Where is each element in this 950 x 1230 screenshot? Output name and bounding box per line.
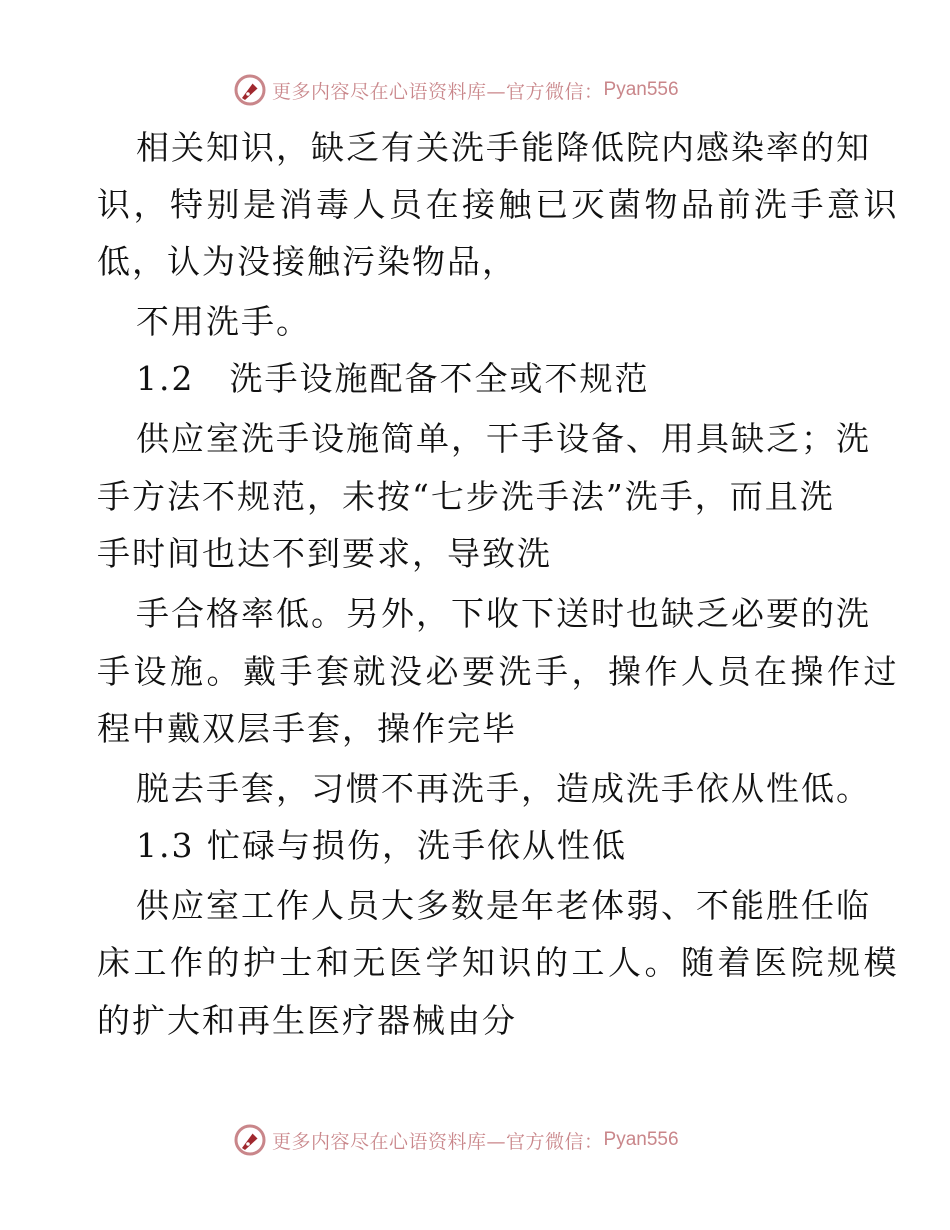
watermark-wechat-id: Pyan556 (603, 1129, 679, 1150)
text-line: 手合格率低。另外，下收下送时也缺乏必要的洗 (136, 594, 871, 633)
text-line: 识，特别是消毒人员在接触已灭菌物品前洗手意识 (97, 185, 900, 224)
header-watermark (233, 72, 679, 108)
text-line: 手设施。戴手套就没必要洗手，操作人员在操作过 (97, 652, 900, 691)
section-heading: 1.3 忙碌与损伤，洗手依从性低 (136, 826, 627, 865)
pen-nib-logo-icon (233, 1123, 267, 1157)
text-line: 供应室洗手设施简单，干手设备、用具缺乏；洗 (136, 419, 871, 458)
text-line: 床工作的护士和无医学知识的工人。随着医院规模 (97, 943, 900, 982)
pen-nib-logo-icon (233, 73, 267, 107)
text-line: 相关知识，缺乏有关洗手能降低院内感染率的知 (136, 128, 871, 167)
watermark-text: 更多内容尽在心语资料库—官方微信： (272, 80, 604, 103)
text-line: 供应室工作人员大多数是年老体弱、不能胜任临 (136, 886, 871, 925)
text-line: 低，认为没接触污染物品， (97, 242, 517, 281)
text-line: 的扩大和再生医疗器械由分 (97, 1001, 517, 1040)
section-heading: 1.2 洗手设施配备不全或不规范 (136, 359, 650, 398)
text-line: 不用洗手。 (136, 302, 311, 341)
footer-watermark (233, 1122, 679, 1158)
text-line: 手方法不规范，未按“七步洗手法”洗手，而且洗 (97, 477, 835, 516)
watermark-wechat-id: Pyan556 (603, 79, 679, 100)
text-line: 程中戴双层手套，操作完毕 (97, 709, 517, 748)
text-line: 脱去手套，习惯不再洗手，造成洗手依从性低。 (136, 769, 871, 808)
watermark-text: 更多内容尽在心语资料库—官方微信： (272, 1130, 604, 1153)
text-line: 手时间也达不到要求，导致洗 (97, 534, 552, 573)
